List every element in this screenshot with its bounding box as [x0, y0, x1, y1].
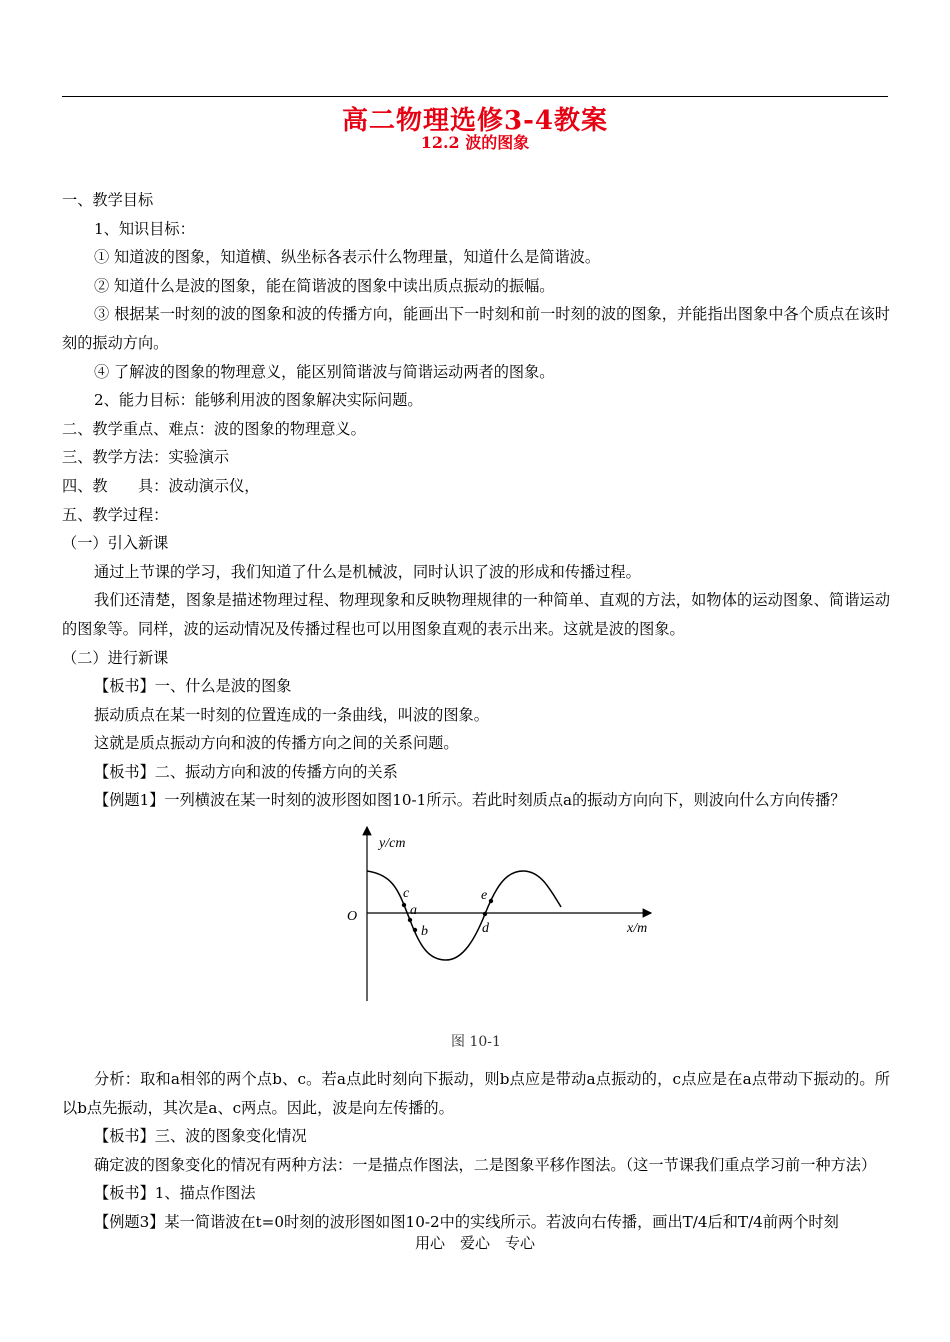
document-title: 高二物理选修3-4教案 — [342, 106, 608, 136]
paragraph: ③ 根据某一时刻的波的图象和波的传播方向，能画出下一时刻和前一时刻的波的图象，并能指出图象中各个质点在该时刻的振动方向。 — [62, 305, 890, 352]
analysis-paragraph: 分析：取和a相邻的两个点b、c。若a点此时刻向下振动，则b点应是带动a点振动的，c点应是在a点带动下振动的。所以b点先振动，其次是a、c两点。因此，波是向左传播的。 — [62, 1070, 890, 1117]
point-b — [413, 928, 417, 932]
figure-caption: 图 10-1 — [451, 1034, 501, 1051]
point-e-label: e — [481, 888, 488, 904]
sub-heading: 1、知识目标： — [94, 219, 195, 238]
point-c — [402, 903, 406, 907]
point-d-label: d — [482, 921, 489, 937]
board-note: 【板书】二、振动方向和波的传播方向的关系 — [94, 762, 398, 781]
paragraph: 振动质点在某一时刻的位置连成的一条曲线，叫波的图象。 — [94, 705, 489, 724]
example-question: 【例题1】一列横波在某一时刻的波形图如图10-1所示。若此时刻质点a的振动方向向下，则波向什么方向传播？ — [94, 791, 846, 810]
paragraph: 这就是质点振动方向和波的传播方向之间的关系问题。 — [94, 734, 459, 753]
document-body — [62, 186, 890, 1237]
paragraph: ④ 了解波的图象的物理意义，能区别简谐波与简谐运动两者的图象。 — [94, 362, 555, 381]
wave-curve — [367, 871, 561, 960]
point-d — [483, 912, 487, 916]
point-e — [489, 899, 493, 903]
sub-heading: （二）进行新课 — [62, 648, 169, 667]
section-heading: 四、教 具：波动演示仪， — [62, 476, 260, 495]
section-heading: 二、教学重点、难点：波的图象的物理意义。 — [62, 419, 366, 438]
document-subtitle: 12.2 波的图象 — [420, 133, 530, 152]
board-note: 【板书】三、波的图象变化情况 — [94, 1127, 307, 1146]
point-b-label: b — [421, 924, 428, 940]
section-heading: 五、教学过程： — [62, 505, 169, 524]
section-heading: 一、教学目标 — [62, 191, 154, 209]
point-c-label: c — [403, 886, 410, 902]
wave-figure — [62, 815, 890, 1065]
board-note: 【板书】1、描点作图法 — [94, 1184, 256, 1203]
page-footer: 用心 爱心 专心 — [414, 1234, 535, 1252]
section-heading: 三、教学方法：实验演示 — [62, 448, 230, 467]
x-axis-label: x/m — [627, 921, 648, 937]
sub-heading: （一）引入新课 — [62, 534, 169, 553]
paragraph: ① 知道波的图象，知道横、纵坐标各表示什么物理量，知道什么是简谐波。 — [94, 248, 601, 267]
point-a-label: a — [410, 903, 417, 919]
origin-label: O — [347, 909, 358, 925]
paragraph: ② 知道什么是波的图象，能在简谐波的图象中读出质点振动的振幅。 — [94, 276, 555, 295]
paragraph: 确定波的图象变化的情况有两种方法：一是描点作图法，二是图象平移作图法。（这一节课我们重点学习前一种方法） — [94, 1155, 877, 1174]
point-a — [408, 918, 412, 922]
board-note: 【板书】一、什么是波的图象 — [94, 677, 292, 696]
paragraph: 2、能力目标：能够利用波的图象解决实际问题。 — [94, 391, 423, 410]
y-axis-label: y/cm — [379, 836, 406, 852]
header-rule — [62, 96, 888, 97]
wave-graph — [339, 819, 659, 1009]
example-question: 【例题3】某一简谐波在t=0时刻的波形图如图10-2中的实线所示。若波向右传播，画出T/4后和T/4前两个时刻 — [94, 1213, 839, 1232]
paragraph: 我们还清楚，图象是描述物理过程、物理现象和反映物理规律的一种简单、直观的方法，如物体的运动图象、简谐运动的图象等。同样，波的运动情况及传播过程也可以用图象直观的表示出来。这就是波的图象。 — [62, 591, 890, 638]
paragraph: 通过上节课的学习，我们知道了什么是机械波，同时认识了波的形成和传播过程。 — [94, 562, 641, 581]
